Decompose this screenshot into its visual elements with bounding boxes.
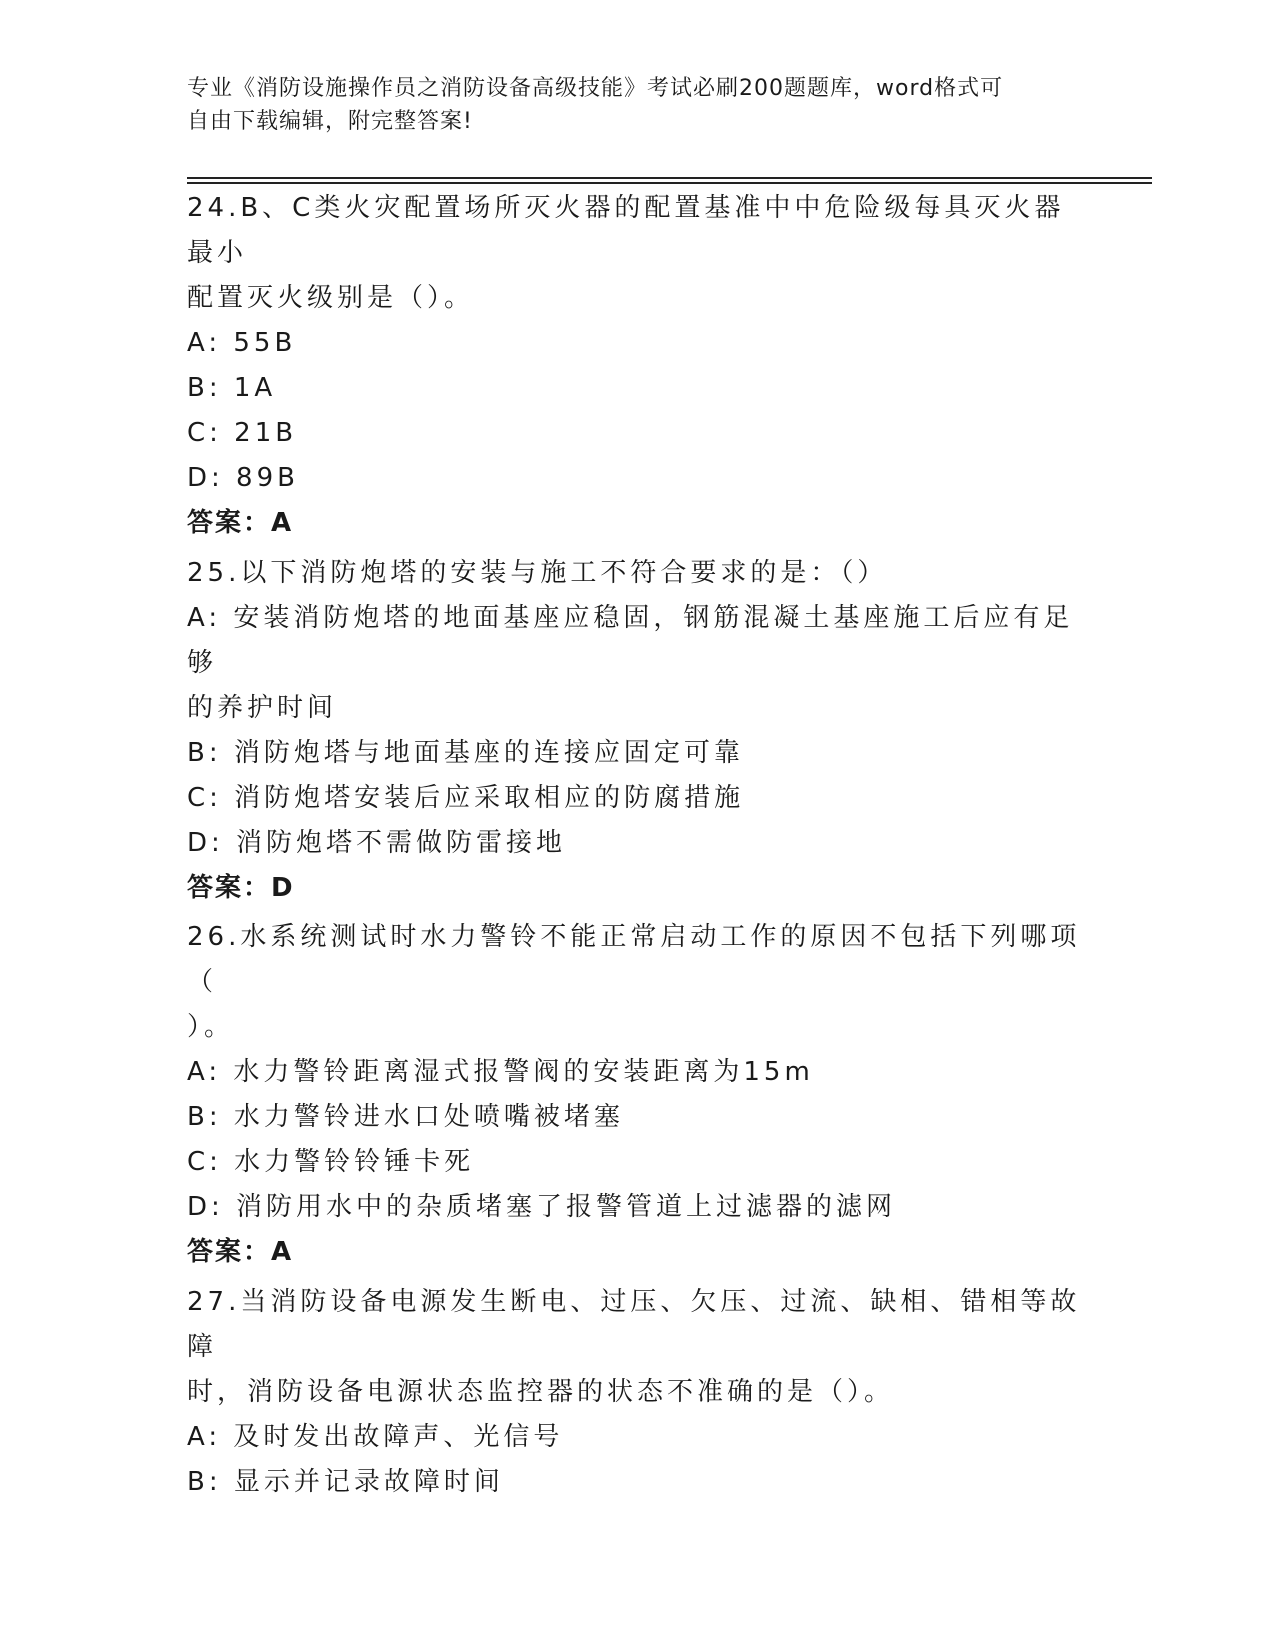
question-stem-line: ）。 [187, 1012, 235, 1042]
option-d: D: 消防用水中的杂质堵塞了报警管道上过滤器的滤网 [187, 1192, 897, 1222]
question-stem-line: 配置灭火级别是（）。 [187, 283, 475, 313]
option-a-line-2: 的养护时间 [187, 693, 338, 723]
option-b: B: 水力警铃进水口处喷嘴被堵塞 [187, 1102, 624, 1132]
header-divider-top [187, 177, 1152, 179]
header-line-1: 专业《消防设施操作员之消防设备高级技能》考试必刷200题题库，word格式可 [187, 76, 1004, 101]
header-line-2: 自由下载编辑，附完整答案! [187, 109, 473, 134]
option-b: B: 显示并记录故障时间 [187, 1467, 504, 1497]
option-d: D: 89B [187, 463, 299, 493]
question-stem-line: 时，消防设备电源状态监控器的状态不准确的是（）。 [187, 1377, 895, 1407]
document-header [187, 72, 1067, 138]
answer: 答案：A [187, 508, 294, 538]
question-25 [187, 551, 1087, 911]
header-divider-bottom [187, 182, 1152, 184]
option-a: A: 水力警铃距离湿式报警阀的安装距离为15m [187, 1057, 814, 1087]
option-a: A: 55B [187, 328, 297, 358]
question-27 [187, 1280, 1087, 1505]
question-stem-line: 27.当消防设备电源发生断电、过压、欠压、过流、缺相、错相等故障 [187, 1287, 1081, 1362]
option-b: B: 1A [187, 373, 277, 403]
option-a-line-1: A: 安装消防炮塔的地面基座应稳固，钢筋混凝土基座施工后应有足够 [187, 603, 1074, 678]
question-24 [187, 186, 1087, 546]
option-c: C: 消防炮塔安装后应采取相应的防腐措施 [187, 783, 745, 813]
question-26 [187, 915, 1087, 1275]
option-d: D: 消防炮塔不需做防雷接地 [187, 828, 567, 858]
question-stem-line: 24.B、C类火灾配置场所灭火器的配置基准中中危险级每具灭火器最小 [187, 193, 1065, 268]
question-stem-line: 26.水系统测试时水力警铃不能正常启动工作的原因不包括下列哪项（ [187, 922, 1081, 997]
answer: 答案：D [187, 873, 295, 903]
option-c: C: 水力警铃铃锤卡死 [187, 1147, 475, 1177]
option-c: C: 21B [187, 418, 298, 448]
option-a: A: 及时发出故障声、光信号 [187, 1422, 564, 1452]
answer: 答案：A [187, 1237, 294, 1267]
question-stem-line: 25.以下消防炮塔的安装与施工不符合要求的是：（） [187, 558, 888, 588]
option-b: B: 消防炮塔与地面基座的连接应固定可靠 [187, 738, 744, 768]
